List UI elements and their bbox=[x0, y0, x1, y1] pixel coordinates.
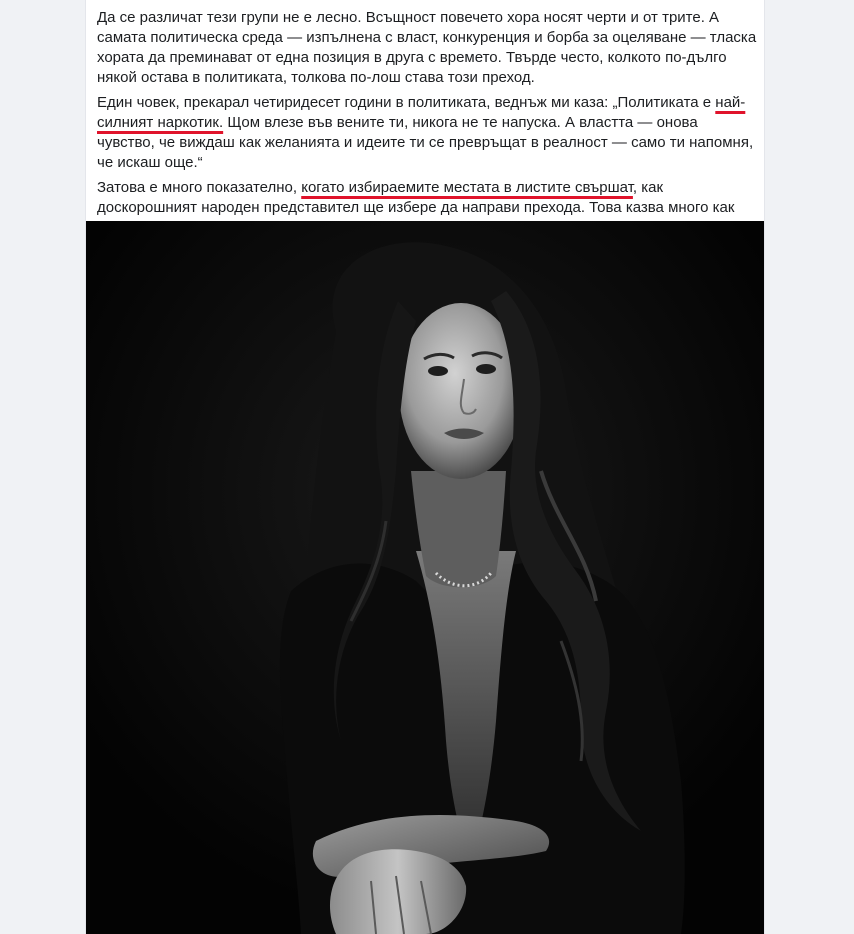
post-card bbox=[85, 0, 765, 934]
paragraph-3-text-end: , как доскорошният народен представител ще избере да направи прехода. Това казва много как bbox=[97, 179, 735, 216]
post-photo[interactable] bbox=[86, 221, 764, 934]
paragraph-3-text-start: Затова е много показателно, bbox=[97, 179, 302, 196]
paragraph-1-text: Да се различат тези групи не е лесно. Всъщност повечето хора носят черти и от трите. А самата политическа среда — изпълнена с власт, конкуренция и борба за оцеляване — тласка хората да преминават от една позиция в друга с времето. Твърде често, колкото по-дълго някой остава в политиката, толкова по-лош става този преход. bbox=[97, 9, 757, 86]
post-text bbox=[97, 8, 759, 243]
post-paragraph-2 bbox=[97, 93, 759, 173]
feed-gutter-left bbox=[0, 0, 85, 934]
highlighted-phrase-list-places-end: когато избираемите местата в листите свършат bbox=[301, 179, 633, 196]
portrait-photo-illustration bbox=[86, 221, 764, 934]
post-paragraph-1 bbox=[97, 8, 759, 88]
paragraph-2-text-end: Щом влезе във вените ти, никога не те напуска. А властта — онова чувство, че виждаш как желанията и идеите ти се превръщат в реалност — само ти напомня, че искаш още.“ bbox=[97, 114, 754, 171]
highlighted-phrase-strongest-drug: най-силният наркотик. bbox=[97, 94, 746, 131]
paragraph-2-text-start: Един човек, прекарал четиридесет години в политиката, веднъж ми каза: „Политиката е bbox=[97, 94, 716, 111]
feed-gutter-right bbox=[765, 0, 854, 934]
